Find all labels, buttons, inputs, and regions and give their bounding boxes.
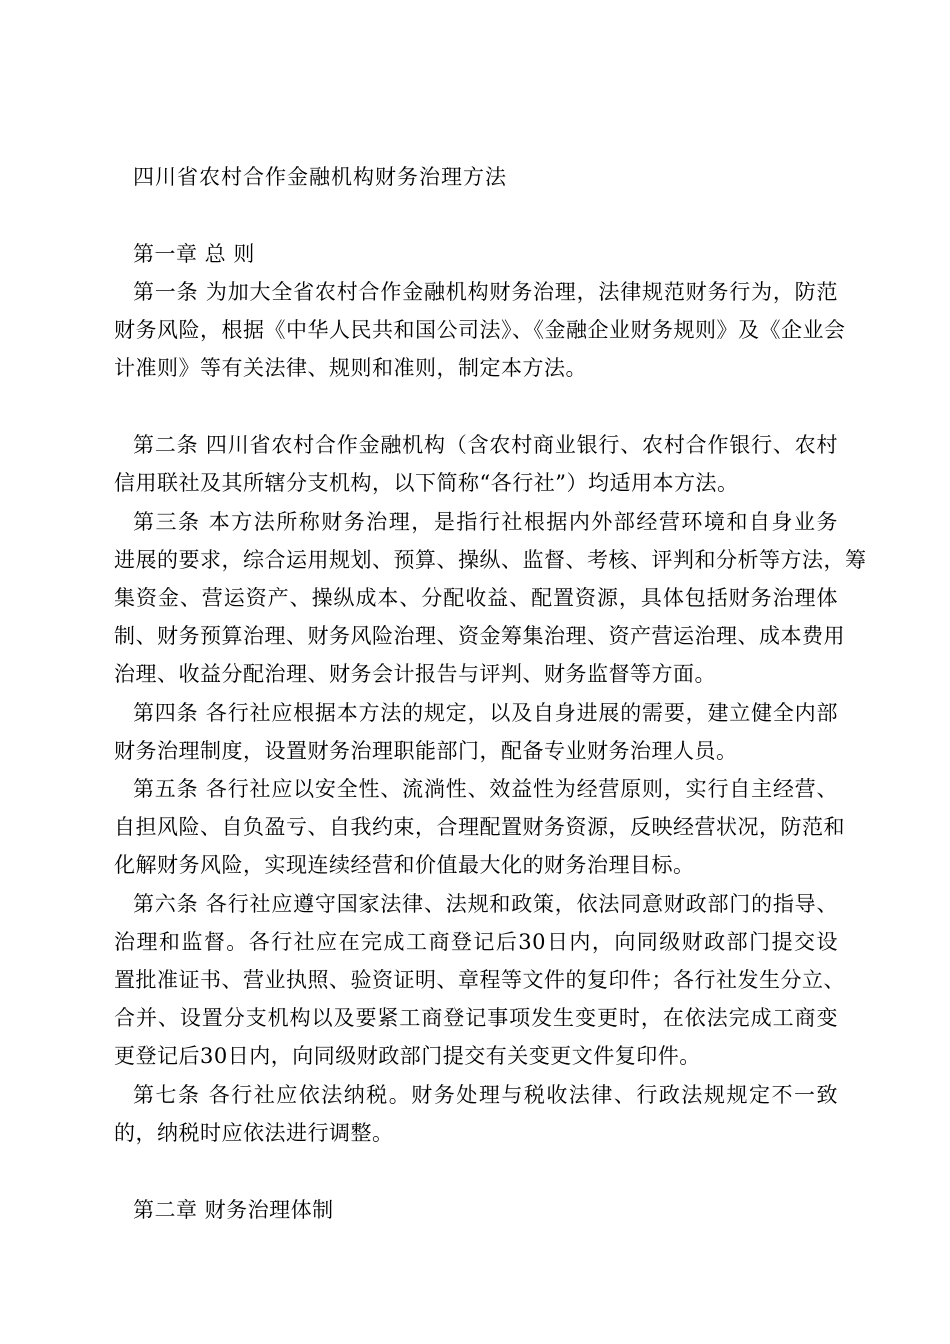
article-3-line: 治理、收益分配治理、财务会计报告与评判、财务监督等方面。 [114,662,716,686]
chapter-2-heading: 第二章 财务治理体制 [133,1198,334,1222]
article-2-line: 第二条 四川省农村合作金融机构（含农村商业银行、农村合作银行、农村 [133,433,838,457]
article-5-line: 自担风险、自负盈亏、自我约束，合理配置财务资源，反映经营状况，防范和 [114,815,845,839]
article-6-line: 更登记后30日内，向同级财政部门提交有关变更文件复印件。 [114,1044,701,1068]
article-7-line: 的，纳税时应依法进行调整。 [114,1121,394,1145]
article-2-line: 信用联社及其所辖分支机构，以下简称“各行社”）均适用本方法。 [114,471,739,495]
article-6-line: 第六条 各行社应遵守国家法律、法规和政策，依法同意财政部门的指导、 [133,892,838,916]
article-6-line: 合并、设置分支机构以及要紧工商登记事项发生变更时，在依法完成工商变 [114,1006,838,1030]
article-7-line: 第七条 各行社应依法纳税。财务处理与税收法律、行政法规规定不一致 [133,1083,838,1107]
article-6-line: 置批准证书、营业执照、验资证明、章程等文件的复印件；各行社发生分立、 [114,968,845,992]
article-5-line: 化解财务风险，实现连续经营和价值最大化的财务治理目标。 [114,853,695,877]
article-5-line: 第五条 各行社应以安全性、流淌性、效益性为经营原则，实行自主经营、 [133,777,838,801]
article-3-line: 制、财务预算治理、财务风险治理、资金筹集治理、资产营运治理、成本费用 [114,624,845,648]
article-1-line: 第一条 为加大全省农村合作金融机构财务治理，法律规范财务行为，防范 [133,280,838,304]
article-1-line: 财务风险，根据《中华人民共和国公司法》、《金融企业财务规则》及《企业会 [114,318,846,342]
article-3-line: 进展的要求，综合运用规划、预算、操纵、监督、考核、评判和分析等方法，筹 [114,548,867,572]
article-4-line: 第四条 各行社应根据本方法的规定，以及自身进展的需要，建立健全内部 [133,701,838,725]
article-6-line: 治理和监督。各行社应在完成工商登记后30日内，向同级财政部门提交设 [114,930,838,954]
article-1-line: 计准则》等有关法律、规则和准则，制定本方法。 [114,356,587,380]
chapter-1-heading: 第一章 总 则 [133,242,255,266]
document-title: 四川省农村合作金融机构财务治理方法 [133,165,507,189]
article-4-line: 财务治理制度，设置财务治理职能部门，配备专业财务治理人员。 [114,739,738,763]
article-3-line: 第三条 本方法所称财务治理，是指行社根据内外部经营环境和自身业务 [133,510,838,534]
article-3-line: 集资金、营运资产、操纵成本、分配收益、配置资源，具体包括财务治理体 [114,586,838,610]
